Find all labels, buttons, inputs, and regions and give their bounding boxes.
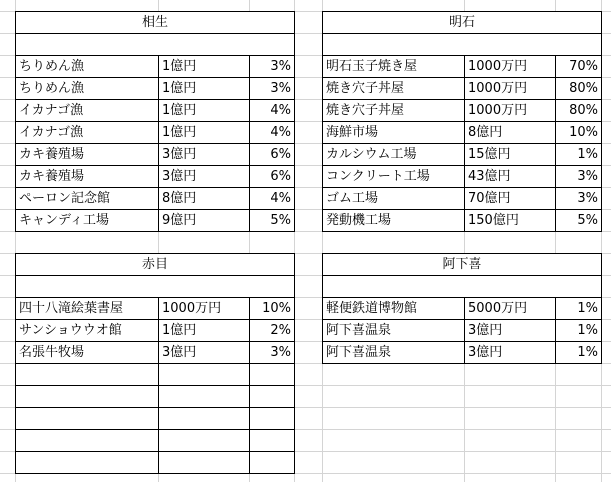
percent-cell[interactable]: 10% bbox=[249, 297, 295, 320]
table-row bbox=[322, 319, 602, 342]
empty-cell[interactable] bbox=[15, 363, 159, 386]
amount-cell[interactable]: 1000万円 bbox=[464, 77, 556, 100]
amount-cell[interactable]: 1000万円 bbox=[158, 297, 250, 320]
amount-cell[interactable]: 3億円 bbox=[464, 319, 556, 342]
amount-cell[interactable]: 8億円 bbox=[158, 187, 250, 210]
empty-cell[interactable] bbox=[15, 429, 159, 452]
amount-cell[interactable]: 1000万円 bbox=[464, 55, 556, 78]
table-row bbox=[15, 143, 295, 166]
percent-cell[interactable]: 4% bbox=[249, 99, 295, 122]
table-row bbox=[15, 209, 295, 232]
blank-merged-cell[interactable] bbox=[15, 33, 295, 56]
item-name-cell[interactable]: カキ養殖場 bbox=[15, 143, 159, 166]
empty-cell[interactable] bbox=[15, 407, 159, 430]
percent-cell[interactable]: 1% bbox=[555, 143, 602, 166]
empty-cell[interactable] bbox=[158, 451, 250, 474]
percent-cell[interactable]: 10% bbox=[555, 121, 602, 144]
empty-cell[interactable] bbox=[249, 407, 295, 430]
amount-cell[interactable]: 1億円 bbox=[158, 319, 250, 342]
empty-cell[interactable] bbox=[249, 451, 295, 474]
table-row bbox=[15, 99, 295, 122]
amount-cell[interactable]: 70億円 bbox=[464, 187, 556, 210]
empty-row bbox=[15, 451, 295, 474]
amount-cell[interactable]: 1000万円 bbox=[464, 99, 556, 122]
percent-cell[interactable]: 80% bbox=[555, 99, 602, 122]
item-name-cell[interactable]: キャンディ工場 bbox=[15, 209, 159, 232]
table-title[interactable]: 阿下喜 bbox=[322, 253, 602, 276]
table-row bbox=[322, 77, 602, 100]
amount-cell[interactable]: 150億円 bbox=[464, 209, 556, 232]
table-row bbox=[322, 341, 602, 364]
percent-cell[interactable]: 1% bbox=[555, 319, 602, 342]
empty-cell[interactable] bbox=[249, 363, 295, 386]
empty-row bbox=[15, 385, 295, 408]
blank-merged-cell[interactable] bbox=[322, 275, 602, 298]
percent-cell[interactable]: 80% bbox=[555, 77, 602, 100]
amount-cell[interactable]: 1億円 bbox=[158, 121, 250, 144]
item-name-cell[interactable]: 四十八滝絵葉書屋 bbox=[15, 297, 159, 320]
blank-merged-cell[interactable] bbox=[15, 275, 295, 298]
table-row bbox=[15, 187, 295, 210]
amount-cell[interactable]: 43億円 bbox=[464, 165, 556, 188]
empty-cell[interactable] bbox=[158, 429, 250, 452]
item-name-cell[interactable]: 軽便鉄道博物館 bbox=[322, 297, 465, 320]
item-name-cell[interactable]: イカナゴ漁 bbox=[15, 99, 159, 122]
table-title[interactable]: 相生 bbox=[15, 11, 295, 34]
percent-cell[interactable]: 4% bbox=[249, 121, 295, 144]
percent-cell[interactable]: 1% bbox=[555, 341, 602, 364]
amount-cell[interactable]: 15億円 bbox=[464, 143, 556, 166]
percent-cell[interactable]: 3% bbox=[249, 55, 295, 78]
table-row bbox=[322, 143, 602, 166]
percent-cell[interactable]: 5% bbox=[249, 209, 295, 232]
table-row bbox=[322, 297, 602, 320]
percent-cell[interactable]: 6% bbox=[249, 143, 295, 166]
empty-cell[interactable] bbox=[249, 385, 295, 408]
percent-cell[interactable]: 3% bbox=[249, 77, 295, 100]
amount-cell[interactable]: 1億円 bbox=[158, 99, 250, 122]
percent-cell[interactable]: 3% bbox=[555, 165, 602, 188]
table-title[interactable]: 明石 bbox=[322, 11, 602, 34]
percent-cell[interactable]: 4% bbox=[249, 187, 295, 210]
percent-cell[interactable]: 1% bbox=[555, 297, 602, 320]
percent-cell[interactable]: 6% bbox=[249, 165, 295, 188]
percent-cell[interactable]: 3% bbox=[249, 341, 295, 364]
item-name-cell[interactable]: ペーロン記念館 bbox=[15, 187, 159, 210]
item-name-cell[interactable]: 阿下喜温泉 bbox=[322, 341, 465, 364]
percent-cell[interactable]: 2% bbox=[249, 319, 295, 342]
table-row bbox=[322, 187, 602, 210]
item-name-cell[interactable]: カルシウム工場 bbox=[322, 143, 465, 166]
empty-cell[interactable] bbox=[158, 385, 250, 408]
empty-cell[interactable] bbox=[15, 451, 159, 474]
item-name-cell[interactable]: コンクリート工場 bbox=[322, 165, 465, 188]
table-row bbox=[15, 121, 295, 144]
item-name-cell[interactable]: ゴム工場 bbox=[322, 187, 465, 210]
percent-cell[interactable]: 70% bbox=[555, 55, 602, 78]
amount-cell[interactable]: 1億円 bbox=[158, 77, 250, 100]
table-row bbox=[15, 165, 295, 188]
item-name-cell[interactable]: 焼き穴子丼屋 bbox=[322, 77, 465, 100]
item-name-cell[interactable]: 阿下喜温泉 bbox=[322, 319, 465, 342]
blank-merged-cell[interactable] bbox=[322, 33, 602, 56]
item-name-cell[interactable]: サンショウウオ館 bbox=[15, 319, 159, 342]
amount-cell[interactable]: 8億円 bbox=[464, 121, 556, 144]
table-row bbox=[322, 165, 602, 188]
item-name-cell[interactable]: 焼き穴子丼屋 bbox=[322, 99, 465, 122]
amount-cell[interactable]: 3億円 bbox=[464, 341, 556, 364]
item-name-cell[interactable]: カキ養殖場 bbox=[15, 165, 159, 188]
item-name-cell[interactable]: ちりめん漁 bbox=[15, 77, 159, 100]
empty-cell[interactable] bbox=[158, 407, 250, 430]
item-name-cell[interactable]: 明石玉子焼き屋 bbox=[322, 55, 465, 78]
amount-cell[interactable]: 3億円 bbox=[158, 341, 250, 364]
table-row bbox=[15, 55, 295, 78]
item-name-cell[interactable]: ちりめん漁 bbox=[15, 55, 159, 78]
amount-cell[interactable]: 3億円 bbox=[158, 165, 250, 188]
amount-cell[interactable]: 9億円 bbox=[158, 209, 250, 232]
amount-cell[interactable]: 1億円 bbox=[158, 55, 250, 78]
table-row bbox=[15, 77, 295, 100]
table-row bbox=[322, 121, 602, 144]
table-row bbox=[15, 297, 295, 320]
empty-cell[interactable] bbox=[158, 363, 250, 386]
empty-cell[interactable] bbox=[15, 385, 159, 408]
table-row bbox=[322, 99, 602, 122]
empty-row bbox=[15, 429, 295, 452]
amount-cell[interactable]: 3億円 bbox=[158, 143, 250, 166]
table-row bbox=[15, 341, 295, 364]
table-title[interactable]: 赤目 bbox=[15, 253, 295, 276]
table-row bbox=[322, 209, 602, 232]
table-row bbox=[15, 319, 295, 342]
item-name-cell[interactable]: 海鮮市場 bbox=[322, 121, 465, 144]
percent-cell[interactable]: 3% bbox=[555, 187, 602, 210]
empty-cell[interactable] bbox=[249, 429, 295, 452]
empty-row bbox=[15, 407, 295, 430]
item-name-cell[interactable]: 発動機工場 bbox=[322, 209, 465, 232]
item-name-cell[interactable]: 名張牛牧場 bbox=[15, 341, 159, 364]
table-row bbox=[322, 55, 602, 78]
percent-cell[interactable]: 5% bbox=[555, 209, 602, 232]
amount-cell[interactable]: 5000万円 bbox=[464, 297, 556, 320]
item-name-cell[interactable]: イカナゴ漁 bbox=[15, 121, 159, 144]
empty-row bbox=[15, 363, 295, 386]
